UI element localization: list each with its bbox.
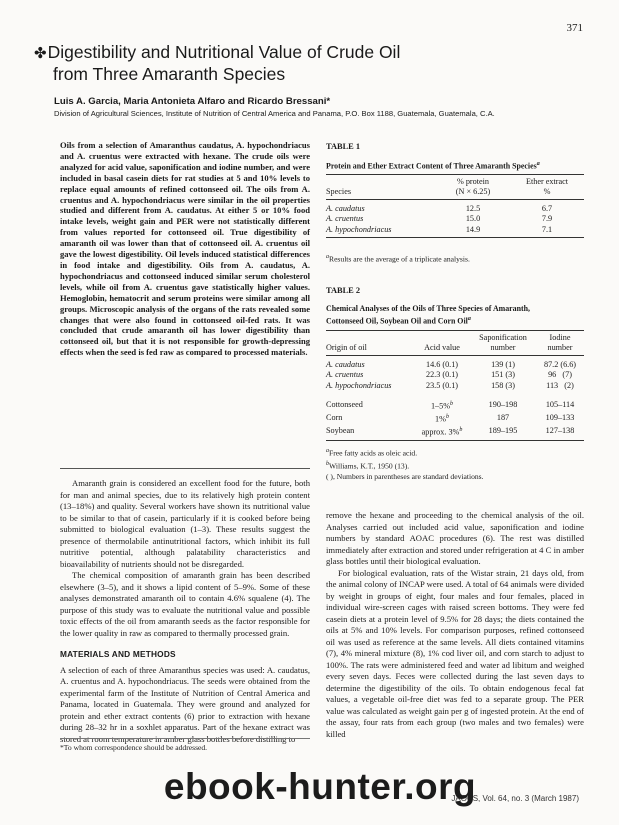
table-2-footnote-a: $^a$Free fatty acids as oleic acid. <box>326 448 418 458</box>
table-2-footnote-b: $^b$Williams, K.T., 1950 (13). <box>326 460 410 471</box>
abstract-divider <box>60 468 310 469</box>
table-2-header-iodine: Iodine number <box>536 331 584 356</box>
table-1-header-ether: Ether extract % <box>510 175 584 200</box>
watermark-text: ebook-hunter.org <box>163 766 477 807</box>
title-line-1: Digestibility and Nutritional Value of Crude Oil <box>47 42 401 62</box>
page-number: 371 <box>566 22 583 34</box>
intro-paragraph-1: Amaranth grain is considered an excellent food for the future, both for man and animal species, due to its relatively high protein content (13–18%) and quality. Several workers have shown its nutritional value to be similar to that of casein, particularly if it is cooked before being submitted to biological evaluation (1–3). These results suggest the presence of thermolabile antinutritional factors, which inhibit its full nutritive potential, although palatability characteristics and bioavailability of nutrients should not be disregarded. <box>60 478 310 569</box>
table-row: A. hypochondriacus 23.5 (0.1) 158 (3) 113 (2) <box>326 380 574 390</box>
methods-paragraph-1: A selection of each of three Amaranthus species was used: A. caudatus, A. cruentus and A. hypochondriacus. The seeds were obtained from the experimental farm of the Institute of Nutrition of Central America and Panama, located in Guatemala. They were ground and analyzed for protein and ether extract contents (6) prior to extraction with hexane during 28–32 hr in a soxhlet apparatus. Part of the hexane extract was stored at room temperature in amber glass bottles before distilling to <box>60 664 310 744</box>
methods-paragraph-2: remove the hexane and proceeding to the chemical analysis of the oil. Analyses carried out included acid value, saponification and iodine numbers by standard AOAC procedures (6). The rest was distilled immediately after extraction and stored under refrigeration at 4 C in amber glass bottles until their biological evaluation. <box>326 510 584 566</box>
table-2-header-saponification: Saponification number <box>470 331 536 356</box>
table-row: A. hypochondriacus 14.9 7.1 <box>326 225 584 238</box>
table-1-caption: Protein and Ether Extract Content of Three Amaranth Species$^a$ <box>326 161 540 171</box>
intro-paragraph-2: The chemical composition of amaranth grain has been described elsewhere (3–5), and it shows a lipid content of 5–9%. Some of these analyses demonstrated amaranth oil to contain 4.6% squalene (4). The purpose of this study was to evaluate the nutritional value and possible toxic effects of the oil from amaranth seeds as the factor responsible for the lower quality in raw as compared to thermally processed grain. <box>60 570 310 638</box>
table-2-footnote-sd: ( ), Numbers in parentheses are standard deviations. <box>326 472 484 482</box>
left-column-body <box>60 478 310 745</box>
title-ornament-icon: ✤ <box>34 45 47 62</box>
correspondence-footnote: *To whom correspondence should be addressed. <box>60 738 310 752</box>
table-2-label: TABLE 2 <box>326 286 361 295</box>
table-1-label: TABLE 1 <box>326 142 361 151</box>
table-2-header-origin: Origin of oil <box>326 331 414 356</box>
table-row: Cottonseed 1–5%$^b$ 190–198 105–114 <box>326 400 575 411</box>
author-affiliation: Division of Agricultural Sciences, Institute of Nutrition of Central America and Panama, P.O. Box 1188, Guatemala, Guatemala, C.A. <box>54 109 495 118</box>
table-1-header-protein: % protein (N × 6.25) <box>436 175 510 200</box>
table-row: A. cruentus 15.0 7.9 <box>326 214 553 224</box>
table-2 <box>326 330 584 441</box>
author-list: Luis A. Garcia, Maria Antonieta Alfaro and Ricardo Bressani* <box>54 96 331 107</box>
table-2-caption: Chemical Analyses of the Oils of Three Species of Amaranth, Cottonseed Oil, Soybean Oil and Corn Oil$^a$ <box>326 304 530 326</box>
journal-footer: JAOCS, Vol. 64, no. 3 (March 1987) <box>451 794 579 803</box>
table-row: Soybean approx. 3%$^b$ 189–195 127–138 <box>326 425 584 441</box>
title-line-2: from Three Amaranth Species <box>53 64 286 84</box>
table-2-header-acid: Acid value <box>414 331 470 356</box>
article-title <box>34 42 584 85</box>
methods-heading: MATERIALS AND METHODS <box>60 649 176 659</box>
methods-paragraph-3: For biological evaluation, rats of the Wistar strain, 21 days old, from the animal colony of INCAP were used. A total of 64 animals were divided by weight in groups of eight, four males and four females, placed in individual wire-screen cages with raised screen bottoms. They were fed casein diets at a protein level of 9.5% for 28 days; the diets contained the oils at 5% and 10% levels. For comparison purposes, refined cottonseed oil was used as reference at the same levels. All diets contained vitamins (7), 4% mineral mixture (8), 1% cod liver oil, and corn starch to adjust to 100%. The rats were administered feed and water ad libitum and weighed every seven days. Feces were collected during the last seven days to determine the digestibility of the oils. To obtain endogenous fecal fat values, a vegetable oil-free diet was fed to a separate group. The PER value was calculated as weight gain per g of ingested protein. At the end of the assay, four rats from each group (two males and two females) were killed <box>326 567 584 739</box>
table-1 <box>326 174 584 238</box>
table-1-footnote: $^a$Results are the average of a triplicate analysis. <box>326 254 470 264</box>
table-row: Corn 1%$^b$ 187 109–133 <box>326 413 575 424</box>
right-column-body <box>326 510 584 740</box>
abstract: Oils from a selection of Amaranthus caudatus, A. hypochondriacus and A. cruentus were extracted with hexane. The crude oils were analyzed for acid value, saponification and iodine number, and were included in basal casein diets for rat studies at 5 and 10% levels to replace equal amounts of refined cottonseed oil. The oils from A. cruentus and A. hypochondriacus were similar in the oil properties studied and different from A. caudatus. At either 5 or 10% food intake levels, weight gain and PER were not statistically different from values reported for cottonseed oil. True digestibility of amaranth oil was lower than that of cottonseed oil. A. cruentus oil gave the lowest digestibility. Oil levels induced statistical differences in food intake and digestibility. Oils from A. caudatus, A. hypochondriacus and cottonseed induced similar serum cholesterol levels, while oil from A. cruentus gave statistically higher values. Hemoglobin, hematocrit and serum proteins were similar among all groups. Microscopic analysis of the organs of the rats revealed some changes that were also found in cottonseed oil-fed rats. It was concluded that crude amaranth oil has lower digestibility than cottonseed oil, but that it is not responsible for growth-depressing effects when the seed is fed raw as compared to processed materials. <box>60 140 310 358</box>
table-2-footnotes <box>326 446 484 482</box>
table-1-header-species: Species <box>326 175 436 200</box>
table-row: A. cruentus 22.3 (0.1) 151 (3) 96 (7) <box>326 370 572 380</box>
table-row: A. caudatus 14.6 (0.1) 139 (1) 87.2 (6.6) <box>326 360 577 369</box>
table-row: A. caudatus 12.5 6.7 <box>326 204 553 213</box>
